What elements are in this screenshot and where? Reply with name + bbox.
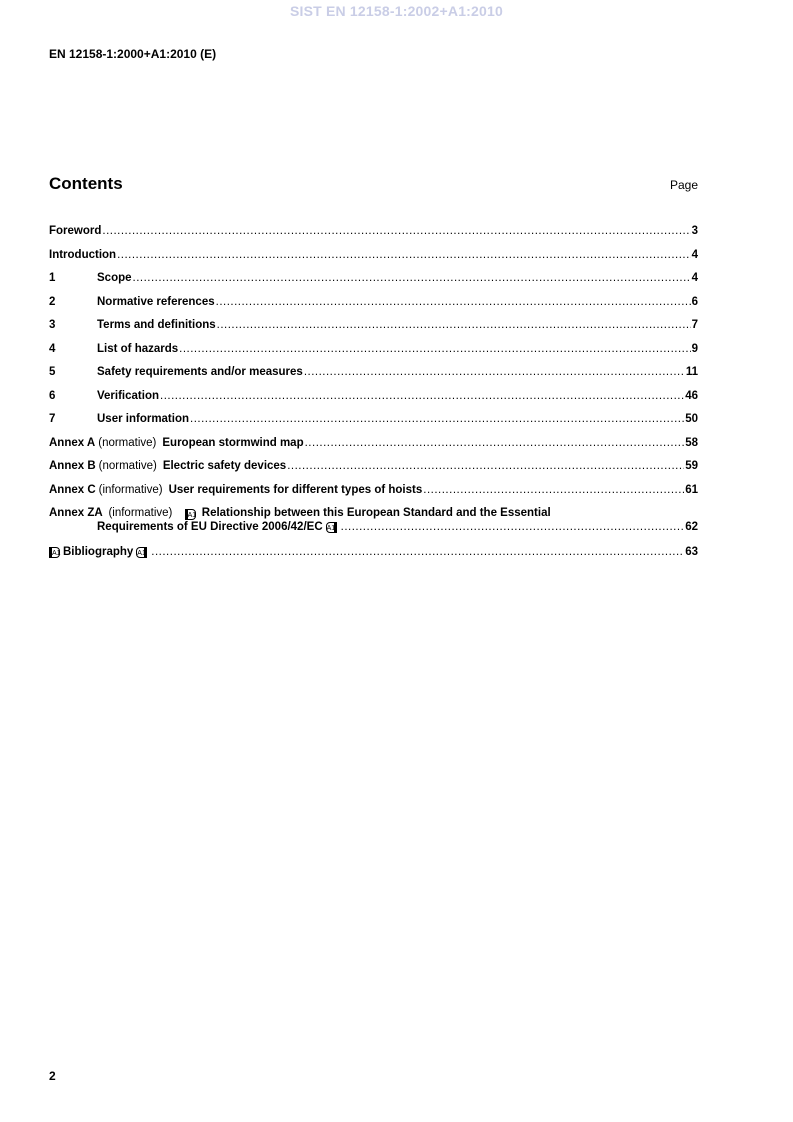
toc-title: Terms and definitions bbox=[97, 319, 216, 331]
amendment-start-icon: A1 bbox=[185, 509, 196, 520]
annex-label: Annex C bbox=[49, 483, 96, 496]
annex-label: Annex ZA bbox=[49, 507, 103, 519]
dot-leader bbox=[217, 318, 691, 332]
toc-title: User information bbox=[97, 413, 190, 425]
toc-page: 62 bbox=[685, 521, 698, 533]
toc-title: Normative references bbox=[97, 295, 215, 308]
toc-page: 6 bbox=[691, 295, 698, 308]
toc-page: 4 bbox=[691, 248, 698, 261]
toc-number: 7 bbox=[49, 413, 56, 425]
toc-entry-foreword[interactable] bbox=[49, 224, 698, 248]
table-of-contents bbox=[49, 224, 698, 569]
amendment-start-icon: A1 bbox=[49, 547, 60, 558]
contents-heading: Contents bbox=[49, 174, 123, 193]
toc-page: 59 bbox=[685, 460, 698, 472]
toc-entry-scope[interactable] bbox=[49, 271, 698, 295]
toc-number: 3 bbox=[49, 319, 56, 331]
toc-title: Bibliography bbox=[63, 546, 134, 558]
toc-title: User requirements for different types of hoists bbox=[168, 483, 423, 496]
toc-entry-annex-c[interactable] bbox=[49, 483, 698, 507]
toc-page: 3 bbox=[691, 225, 698, 237]
toc-title: Relationship between this European Standard and the Essential bbox=[201, 507, 551, 519]
toc-page: 11 bbox=[685, 366, 698, 378]
dot-leader bbox=[179, 342, 690, 356]
toc-page: 7 bbox=[691, 319, 698, 331]
toc-page: 50 bbox=[685, 413, 698, 425]
toc-title: Verification bbox=[97, 389, 159, 402]
dot-leader bbox=[133, 271, 691, 285]
amendment-end-icon: A1 bbox=[326, 522, 337, 533]
dot-leader bbox=[160, 389, 684, 403]
dot-leader bbox=[151, 545, 684, 559]
annex-za-second-line bbox=[49, 520, 698, 534]
dot-leader bbox=[287, 459, 684, 473]
toc-title-continued: Requirements of EU Directive 2006/42/EC bbox=[97, 521, 323, 533]
dot-leader bbox=[117, 248, 691, 262]
toc-page: 9 bbox=[691, 342, 698, 355]
toc-page: 61 bbox=[685, 483, 698, 496]
amendment-end-icon: A1 bbox=[136, 547, 147, 558]
annex-type: (normative) bbox=[98, 460, 157, 472]
dot-leader bbox=[190, 412, 684, 426]
toc-entry-normative-references[interactable] bbox=[49, 295, 698, 319]
toc-number: 6 bbox=[49, 389, 56, 402]
toc-entry-annex-za[interactable] bbox=[49, 506, 698, 545]
toc-title: Foreword bbox=[49, 225, 102, 237]
dot-leader bbox=[216, 295, 691, 309]
toc-title: Safety requirements and/or measures bbox=[97, 366, 303, 378]
dot-leader bbox=[102, 224, 690, 238]
toc-number: 5 bbox=[49, 366, 56, 378]
toc-entry-user-information[interactable] bbox=[49, 412, 698, 436]
annex-label: Annex B bbox=[49, 460, 96, 472]
toc-page: 4 bbox=[691, 272, 698, 284]
toc-number: 4 bbox=[49, 342, 56, 355]
annex-type: (informative) bbox=[108, 507, 173, 519]
toc-entry-list-of-hazards[interactable] bbox=[49, 342, 698, 366]
dot-leader bbox=[423, 483, 684, 497]
toc-number: 2 bbox=[49, 295, 56, 308]
dot-leader bbox=[304, 365, 685, 379]
toc-page: 63 bbox=[685, 546, 698, 558]
document-identifier: EN 12158-1:2000+A1:2010 (E) bbox=[49, 47, 217, 61]
annex-label: Annex A bbox=[49, 436, 96, 449]
toc-page: 46 bbox=[685, 389, 698, 402]
toc-title: Scope bbox=[97, 272, 132, 284]
annex-za-first-line bbox=[49, 506, 698, 520]
annex-type: (normative) bbox=[98, 436, 157, 449]
toc-entry-safety-requirements[interactable] bbox=[49, 365, 698, 389]
page-number: 2 bbox=[49, 1069, 56, 1083]
toc-entry-annex-b[interactable] bbox=[49, 459, 698, 483]
toc-number: 1 bbox=[49, 272, 56, 284]
toc-entry-annex-a[interactable] bbox=[49, 436, 698, 460]
watermark-header: SIST EN 12158-1:2002+A1:2010 bbox=[289, 3, 503, 19]
toc-title: Introduction bbox=[49, 248, 117, 261]
toc-entry-verification[interactable] bbox=[49, 389, 698, 413]
annex-type: (informative) bbox=[98, 483, 163, 496]
toc-title: European stormwind map bbox=[162, 436, 304, 449]
toc-title: Electric safety devices bbox=[162, 460, 287, 472]
toc-entry-terms-and-definitions[interactable] bbox=[49, 318, 698, 342]
toc-page: 58 bbox=[685, 436, 698, 449]
dot-leader bbox=[305, 436, 685, 450]
toc-title: List of hazards bbox=[97, 342, 179, 355]
toc-entry-bibliography[interactable] bbox=[49, 545, 698, 569]
toc-entry-introduction[interactable] bbox=[49, 248, 698, 272]
page-column-label: Page bbox=[669, 178, 698, 192]
dot-leader bbox=[341, 520, 685, 534]
